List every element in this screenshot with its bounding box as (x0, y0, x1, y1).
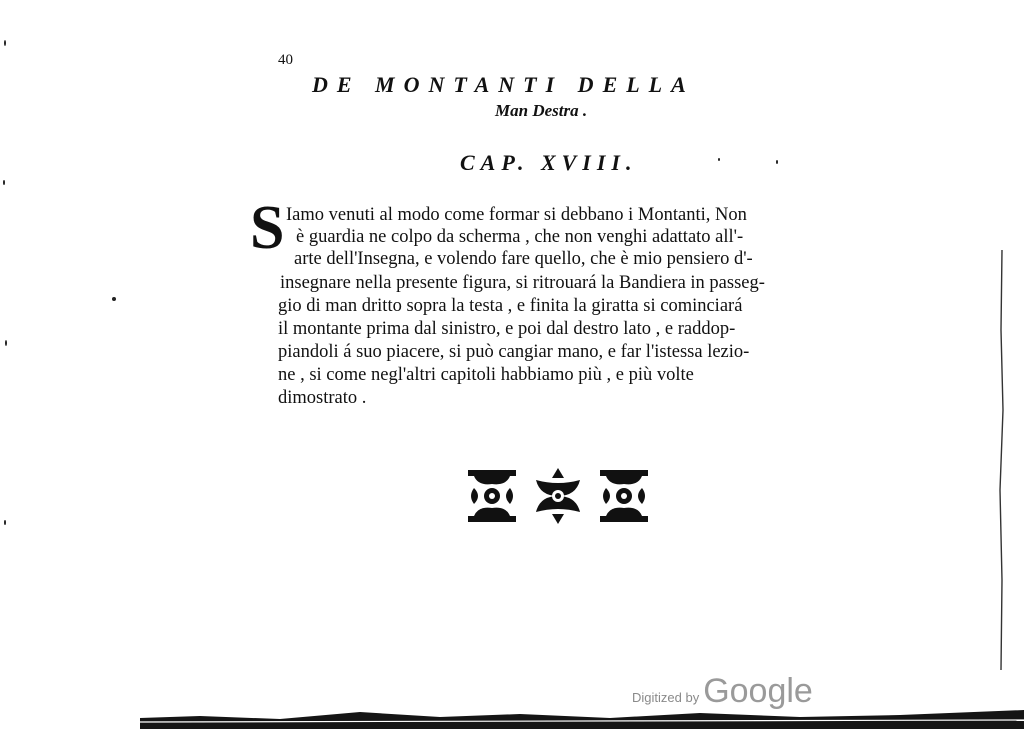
text-line: è guardia ne colpo da scherma , che non venghi adattato all'- (296, 227, 744, 247)
ink-speck (5, 340, 7, 346)
text-line: gio di man dritto sopra la testa , e finita la giratta si cominciará (278, 296, 743, 316)
watermark-brand: Google (703, 672, 813, 710)
text-line: il montante prima dal sinistro, e poi dal destro lato , e raddop- (278, 319, 736, 339)
text-line: ne , si come negl'altri capitoli habbiamo più , e più volte (278, 365, 694, 385)
text-line: piandoli á suo piacere, si può cangiar mano, e far l'istessa lezio- (278, 342, 750, 362)
ink-speck (718, 158, 720, 161)
page-number: 40 (278, 52, 293, 68)
ink-speck (4, 40, 6, 46)
fleuron-ornament-icon (596, 466, 652, 526)
page-subtitle: Man Destra . (495, 101, 588, 120)
ornament-row (464, 466, 652, 526)
fleuron-ornament-icon (464, 466, 520, 526)
drop-cap: S (250, 194, 285, 262)
fleuron-ornament-icon (530, 466, 586, 526)
ink-speck (112, 297, 116, 301)
text-line: Iamo venuti al modo come formar si debbano i Montanti, Non (286, 205, 747, 225)
text-line: arte dell'Insegna, e volendo fare quello, che è mio pensiero d'- (294, 249, 753, 269)
chapter-heading: CAP. XVIII. (460, 150, 638, 175)
ink-speck (3, 180, 5, 185)
page-bottom-edge (140, 698, 1024, 729)
ink-speck (4, 520, 6, 525)
ink-speck (776, 160, 778, 164)
text-line: insegnare nella presente figura, si ritrouará la Bandiera in passeg- (280, 273, 765, 293)
text-line: dimostrato . (278, 388, 367, 408)
watermark-prefix: Digitized by (632, 690, 700, 705)
page-title: DE MONTANTI DELLA (312, 72, 695, 97)
page-right-edge (996, 250, 1008, 670)
